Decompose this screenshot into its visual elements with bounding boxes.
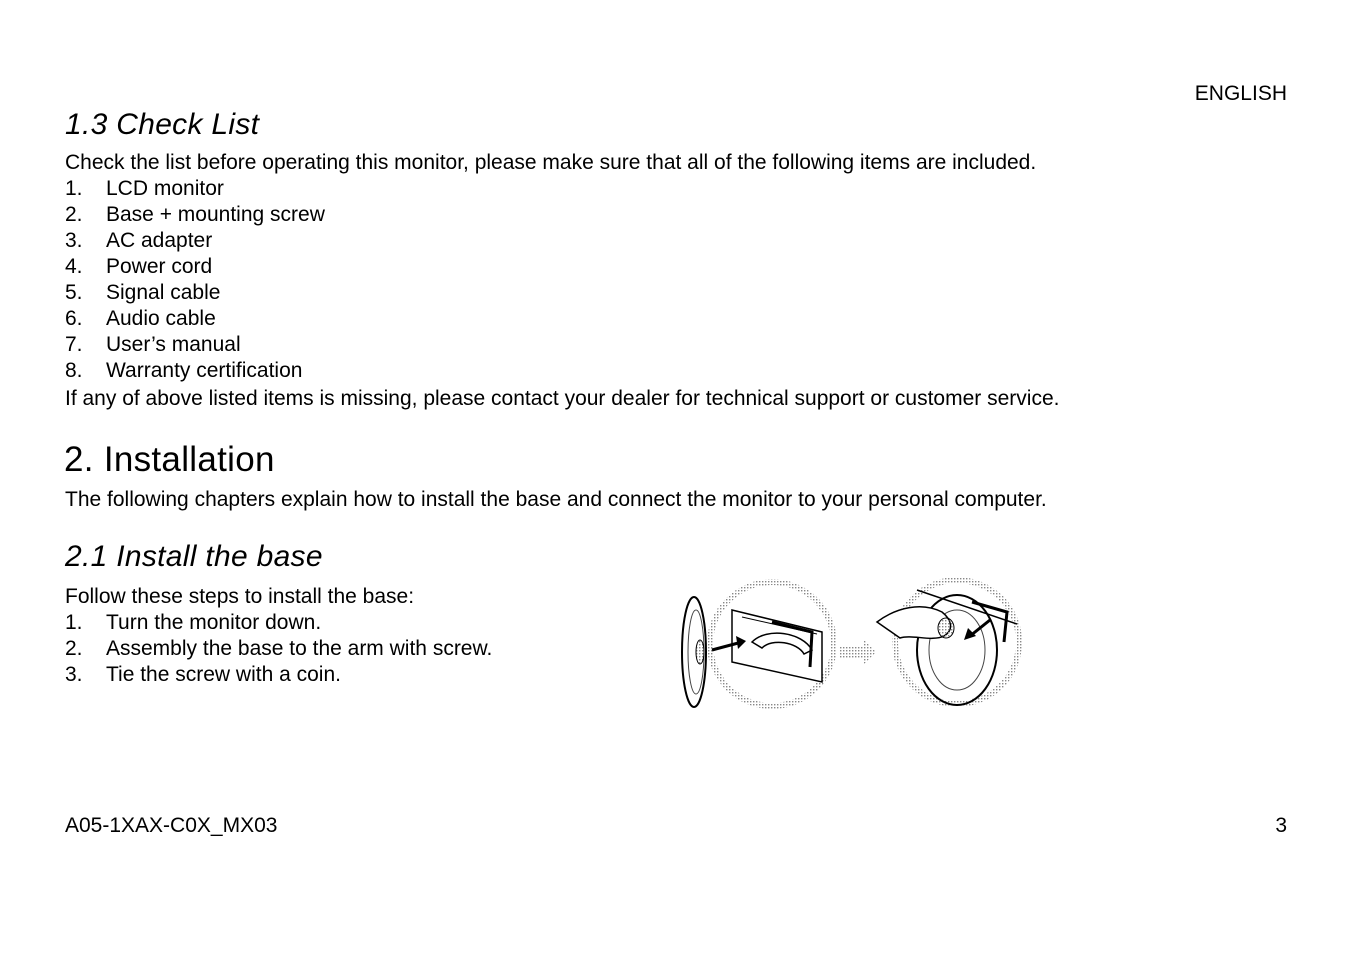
- check-list-heading: 1.3 Check List: [65, 108, 260, 141]
- install-base-intro: Follow these steps to install the base:: [65, 585, 415, 608]
- list-item: [65, 306, 325, 332]
- list-item-number: 1.: [65, 611, 83, 634]
- list-item: [65, 228, 325, 254]
- list-item: [65, 280, 325, 306]
- list-item-text: Signal cable: [106, 281, 221, 304]
- list-item: [65, 332, 325, 358]
- coin-tighten-step-figure: [877, 580, 1019, 705]
- list-item-text: AC adapter: [106, 229, 213, 252]
- base-installation-illustration: [672, 572, 1032, 717]
- list-item-number: 1.: [65, 177, 83, 200]
- document-code: A05-1XAX-C0X_MX03: [65, 814, 278, 837]
- list-item-text: Assembly the base to the arm with screw.: [106, 637, 493, 660]
- list-item-text: Tie the screw with a coin.: [106, 663, 341, 686]
- list-item: [65, 176, 325, 202]
- list-item: [65, 636, 492, 662]
- list-item-text: Warranty certification: [106, 359, 303, 382]
- installation-heading: 2. Installation: [64, 440, 275, 479]
- page-number: 3: [1275, 814, 1287, 837]
- list-item: [65, 202, 325, 228]
- language-label: ENGLISH: [1194, 82, 1287, 105]
- list-item-number: 2.: [65, 203, 83, 226]
- list-item-number: 5.: [65, 281, 83, 304]
- check-list-outro: If any of above listed items is missing, please contact your dealer for technical support or customer service.: [65, 387, 1060, 410]
- list-item-number: 7.: [65, 333, 83, 356]
- list-item: [65, 610, 492, 636]
- install-base-heading: 2.1 Install the base: [65, 540, 323, 573]
- installation-intro: The following chapters explain how to install the base and connect the monitor to your personal computer.: [65, 488, 1047, 511]
- check-list-intro: Check the list before operating this monitor, please make sure that all of the following items are included.: [65, 151, 1037, 174]
- list-item-text: Power cord: [106, 255, 213, 278]
- list-item: [65, 254, 325, 280]
- install-base-steps: [65, 610, 492, 688]
- check-list-items: [65, 176, 325, 384]
- list-item-number: 6.: [65, 307, 83, 330]
- list-item-number: 3.: [65, 663, 83, 686]
- list-item: [65, 662, 492, 688]
- list-item-number: 8.: [65, 359, 83, 382]
- next-step-arrow-icon: [840, 640, 876, 664]
- list-item-text: User’s manual: [106, 333, 241, 356]
- base-attach-step-figure: [682, 582, 834, 707]
- list-item-number: 4.: [65, 255, 83, 278]
- list-item-number: 3.: [65, 229, 83, 252]
- list-item-text: Turn the monitor down.: [106, 611, 322, 634]
- list-item: [65, 358, 325, 384]
- list-item-number: 2.: [65, 637, 83, 660]
- list-item-text: Audio cable: [106, 307, 216, 330]
- list-item-text: Base + mounting screw: [106, 203, 325, 226]
- list-item-text: LCD monitor: [106, 177, 224, 200]
